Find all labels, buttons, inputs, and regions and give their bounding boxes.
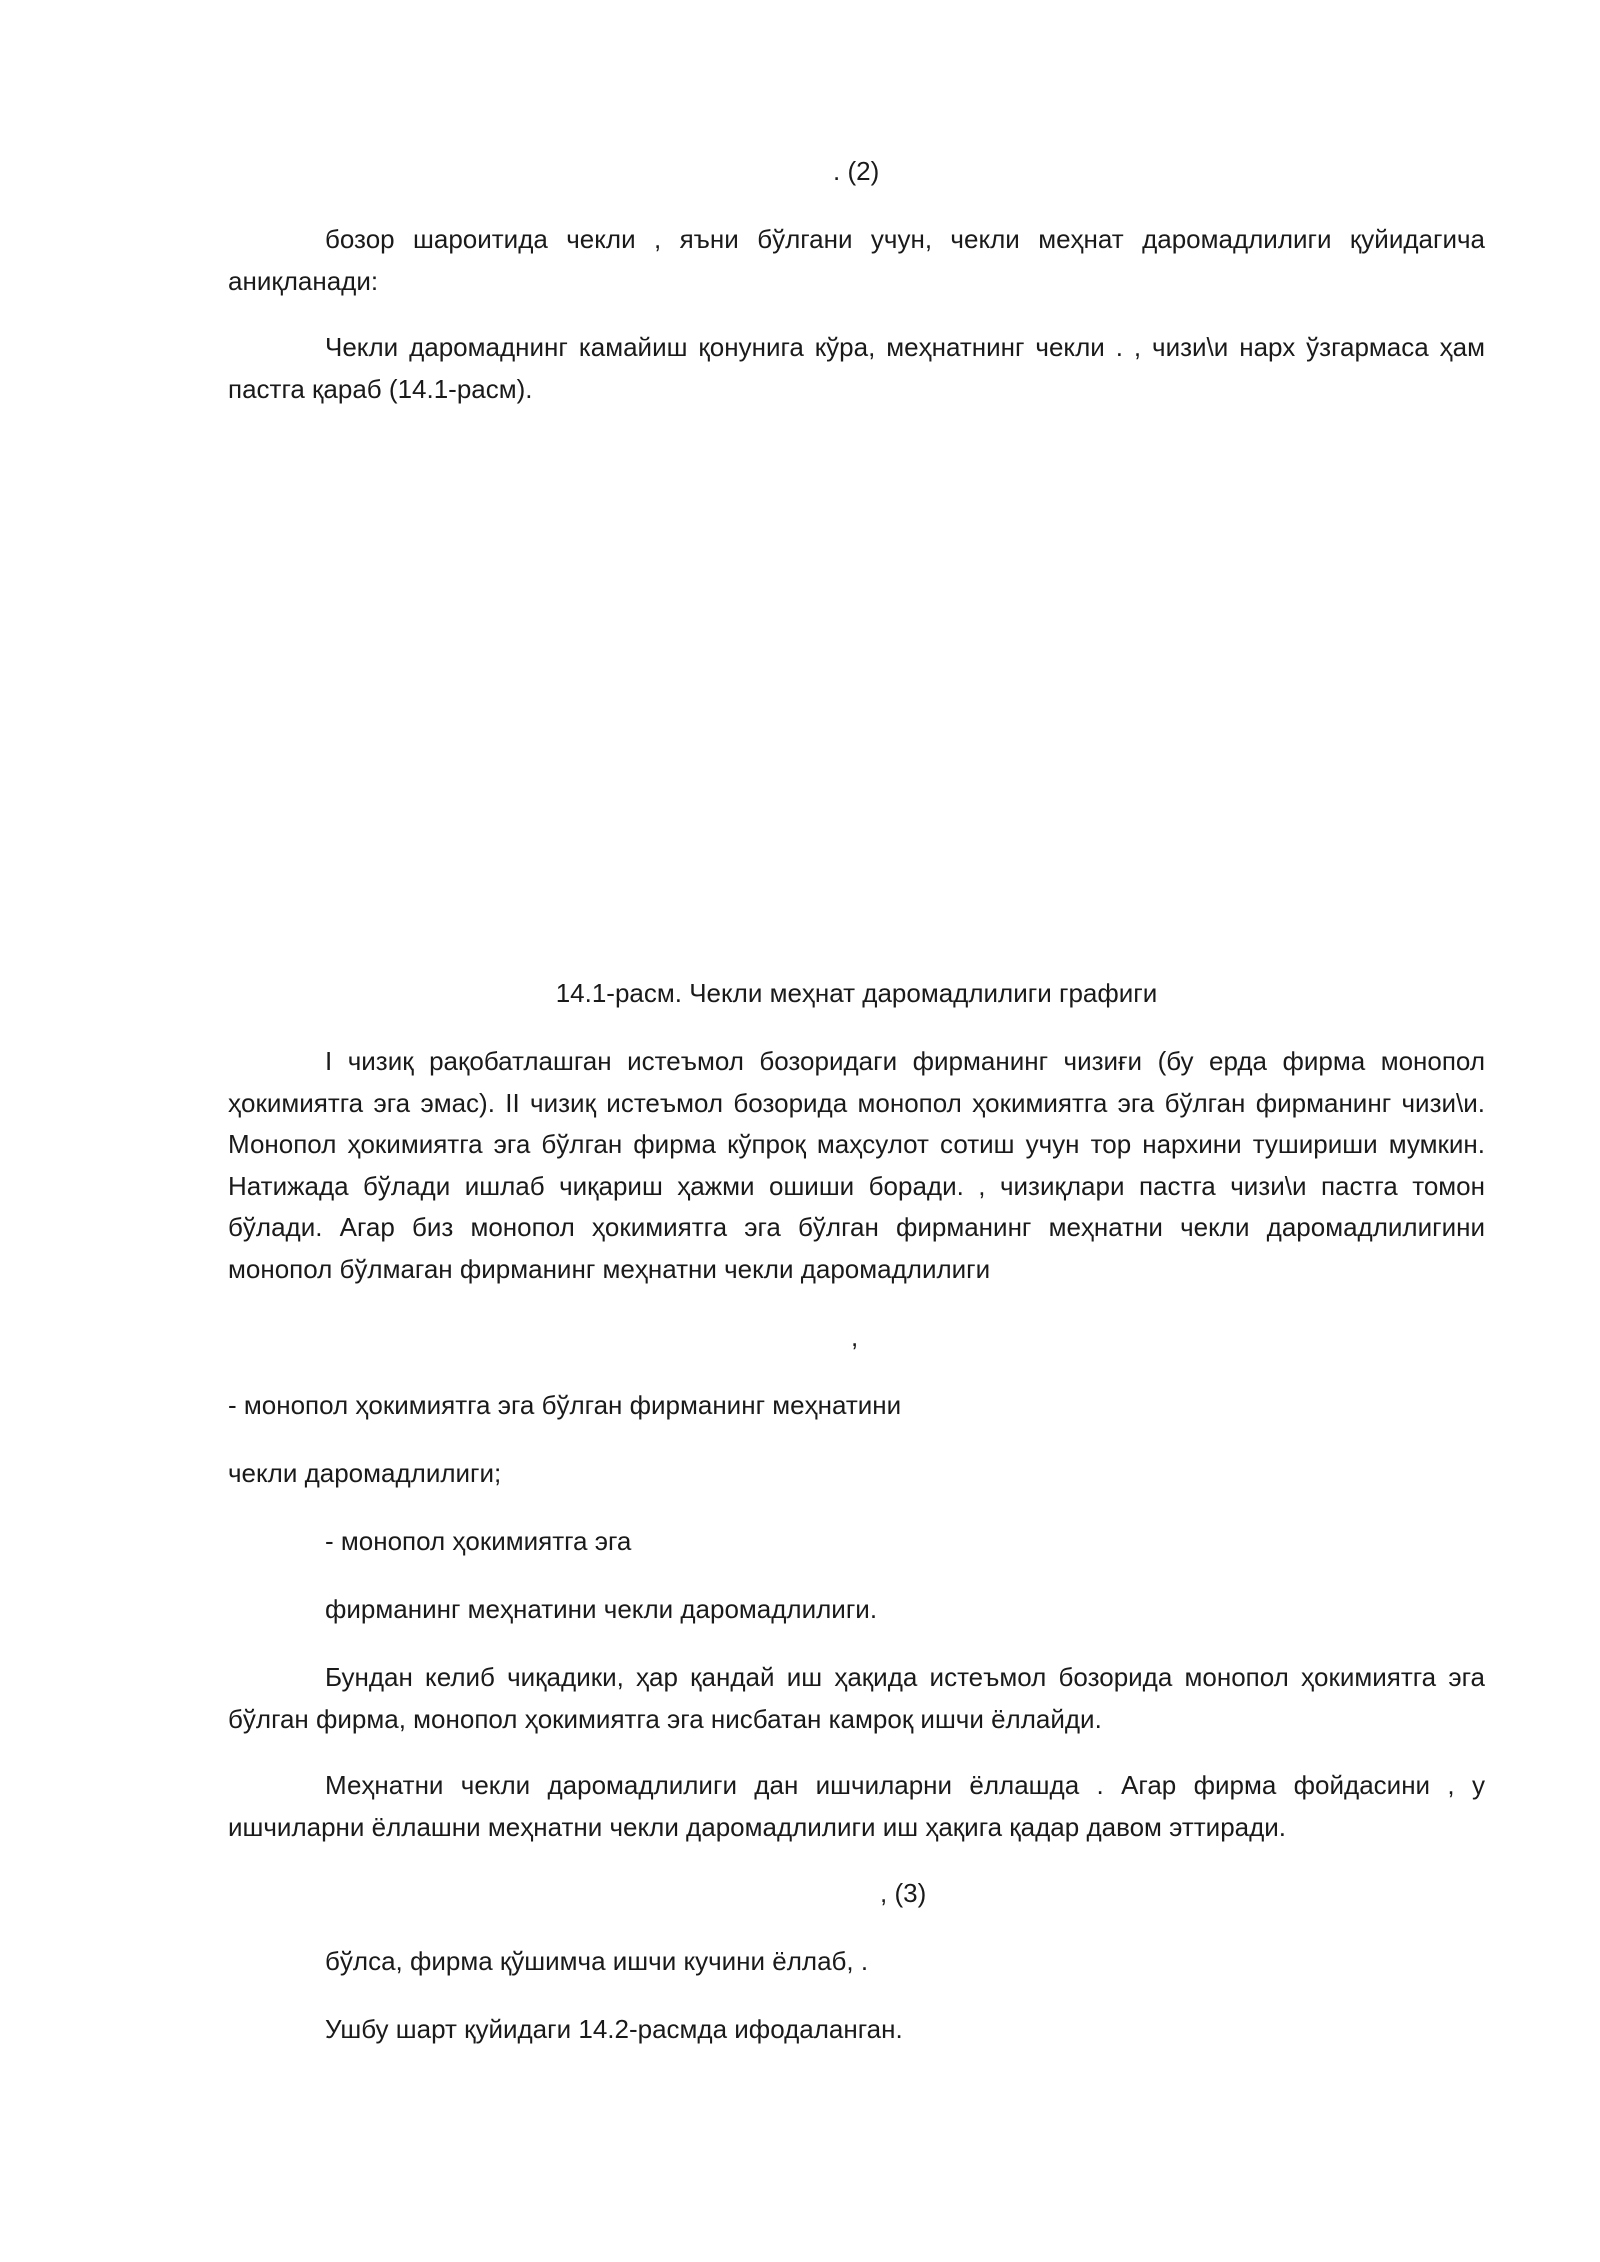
paragraph-market-condition: бозор шароитида чекли , яъни бўлгани учун, чекли меҳнат даромадлилиги қуйидагича аниқланади: <box>228 224 1485 296</box>
paragraph-diminishing-returns: Чекли даромаднинг камайиш қонунига кўра, меҳнатнинг чекли . , чизи\и нарх ўзгармаса ҳам пастга қараб (14.1-расм). <box>228 332 1485 404</box>
paragraph-monopoly-firm-labor: - монопол ҳокимиятга эга бўлган фирманинг меҳнатини <box>228 1390 902 1420</box>
paragraph-monopoly-power: - монопол ҳокимиятга эга <box>325 1526 632 1556</box>
figure-caption: 14.1-расм. Чекли меҳнат даромадлилиги графиги <box>555 978 1158 1008</box>
figure-14-1-area <box>228 440 1485 960</box>
paragraph-firm-labor-revenue: фирманинг меҳнатини чекли даромадлилиги. <box>325 1594 878 1624</box>
paragraph-lines-description: I чизиқ рақобатлашган истеъмол бозоридаги фирманинг чизиғи (бу ерда фирма монопол ҳокимиятга эга эмас). II чизиқ истеъмол бозорида монопол ҳокимиятга эга бўлган фирманинг чизи\и. Монопол ҳокимиятга эга бўлган фирма кўпроқ маҳсулот сотиш учун тор нархини тушириши мумкин. Натижада бўлади ишлаб чиқариш ҳажми ошиши боради. , чизиқлари пастга чизи\и пастга томон бўлади. Агар биз монопол ҳокимиятга эга бўлган фирманинг меҳнатни чекли даромадлилигини монопол бўлмаган фирманинг меҳнатни чекли даромадлилиги <box>228 1046 1485 1284</box>
paragraph-marginal-revenue: чекли даромадлилиги; <box>228 1458 502 1488</box>
equation-number-2: . (2) <box>833 156 880 186</box>
equation-number-3: , (3) <box>880 1878 927 1908</box>
paragraph-additional-labor: бўлса, фирма қўшимча ишчи кучини ёллаб, . <box>325 1946 869 1976</box>
comma-mark: , <box>851 1322 859 1352</box>
paragraph-conclusion: Бундан келиб чиқадики, ҳар қандай иш ҳақида истеъмол бозорида монопол ҳокимиятга эга бўлган фирма, монопол ҳокимиятга эга нисбатан камроқ ишчи ёллайди. <box>228 1662 1485 1734</box>
paragraph-hiring-rule: Меҳнатни чекли даромадлилиги дан ишчиларни ёллашда . Агар фирма фойдасини , у ишчиларни ёллашни меҳнатни чекли даромадлилиги иш ҳақига қадар давом эттиради. <box>228 1770 1485 1842</box>
paragraph-figure-reference: Ушбу шарт қуйидаги 14.2-расмда ифодаланган. <box>325 2014 903 2044</box>
